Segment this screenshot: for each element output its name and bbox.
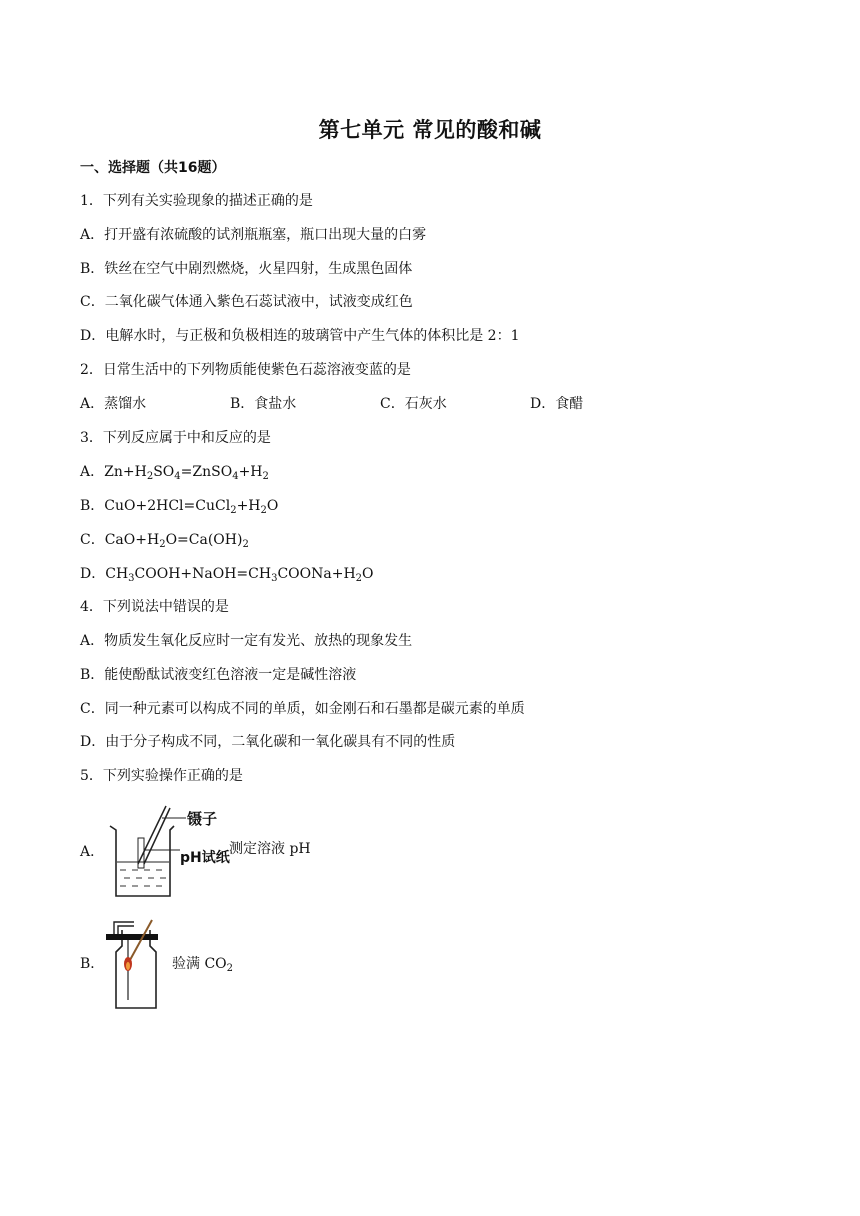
q2-stem: 2．日常生活中的下列物质能使紫色石蕊溶液变蓝的是 [80,362,411,378]
q5-option-b-text: 验满 $CO_2$ [172,956,234,974]
q1-stem: 1．下列有关实验现象的描述正确的是 [80,193,313,209]
q4-option-c: C．同一种元素可以构成不同的单质，如金刚石和石墨都是碳元素的单质 [80,701,525,717]
q3-option-d: D．$CH_3COOH+NaOH=CH_3COONa+H_2O$ [80,566,374,584]
q5-option-a-prefix: A． [80,844,105,860]
q3-option-b: B．$CuO+2HCl=CuCl_2+H_2O$ [80,498,279,516]
q4-option-d: D．由于分子构成不同，二氧化碳和一氧化碳具有不同的性质 [80,734,456,750]
q4-stem: 4．下列说法中错误的是 [80,599,229,615]
q3-stem: 3．下列反应属于中和反应的是 [80,430,271,446]
q5-option-b-prefix: B． [80,956,105,972]
q2-option-d: D．食醋 [530,396,584,412]
q2-option-c: C．石灰水 [380,396,447,412]
q1-option-d: D．电解水时，与正极和负极相连的玻璃管中产生气体的体积比是 2：1 [80,328,520,344]
q3-option-c: C．$CaO+H_2O=Ca(OH)_2$ [80,532,249,550]
q3-option-a: A．$Zn+H_2SO_4=ZnSO_4+H_2$ [80,464,269,482]
q5-option-a-text: 测定溶液 pH [229,841,311,857]
ph-paper-label: pH试纸 [180,850,230,866]
q4-option-a: A．物质发生氧化反应时一定有发光、放热的现象发生 [80,633,413,649]
page-title: 第七单元 常见的酸和碱 [318,118,542,142]
q1-option-c: C．二氧化碳气体通入紫色石蕊试液中，试液变成红色 [80,294,413,310]
q5-stem: 5．下列实验操作正确的是 [80,768,243,784]
section-heading: 一、选择题（共16题） [80,160,226,176]
q2-option-b: B．食盐水 [230,396,297,412]
q1-option-a: A．打开盛有浓硫酸的试剂瓶瓶塞，瓶口出现大量的白雾 [80,227,427,243]
q2-option-a: A．蒸馏水 [80,396,147,412]
tweezers-label: 镊子 [187,810,218,828]
co2-check-diagram [104,916,164,1012]
q4-option-b: B．能使酚酞试液变红色溶液一定是碱性溶液 [80,667,357,683]
q2-options [80,395,583,413]
q1-option-b: B．铁丝在空气中剧烈燃烧，火星四射，生成黑色固体 [80,261,413,277]
